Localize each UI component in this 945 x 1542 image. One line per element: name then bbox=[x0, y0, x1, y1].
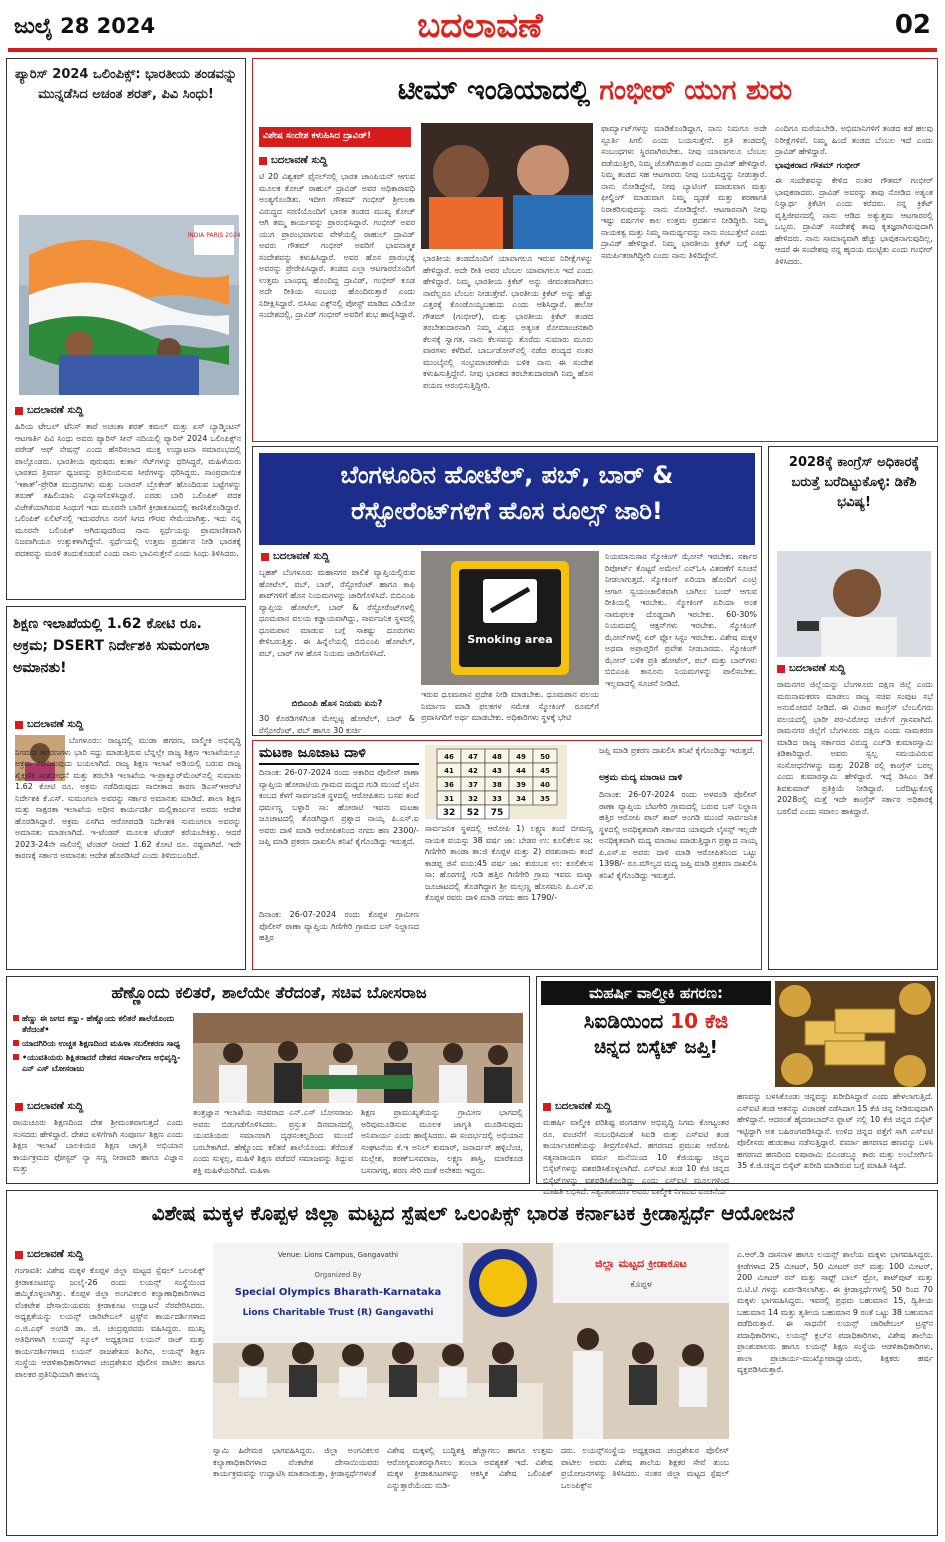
gambhir-photo bbox=[421, 123, 593, 249]
school-bullet: ಹೆಣ್ಣು ಈ ಜಗದ ಕಣ್ಣು- ಹೆಣ್ಣೊಂದು ಕಲಿತರೆ ಶಾಲೆಯೊಂದು ತೆರೆದಂತೆ• bbox=[13, 1013, 183, 1035]
matka-article bbox=[252, 740, 762, 970]
hotels-subhead: ಬಿಬಿಎಂಪಿ ಹೊಸ ನಿಯಮ ಏನು? bbox=[291, 699, 383, 709]
matka-grid-number: 48 bbox=[492, 753, 502, 761]
dkshi-photo bbox=[777, 551, 931, 657]
matka-grid-number: 37 bbox=[468, 781, 478, 789]
gambhir-col4: ಎಂದಿಗೂ ಮರೆಯಬೇಡಿ. ಅಭಿಮಾನಿಗಳಿಗೆ ತಂಡದ ಕಡೆ ಹಲವು ನಿರೀಕ್ಷೆಗಳಿವೆ. ನಿಮ್ಮ ಹಿಂದೆ ತಂಡದ ಬೆಂಬಲ ಇದೆ ಎಂದು ದ್ರಾವಿಡ್ ಹೇಳಿದ್ದಾರೆ. bbox=[775, 124, 933, 156]
school-byline: ಬದಲಾವಣೆ ಸುದ್ದಿ bbox=[15, 1101, 83, 1112]
matka-grid-number: 42 bbox=[468, 767, 478, 775]
matka-grid-number: 47 bbox=[468, 753, 478, 761]
matka-headline: ಮಟಕಾ ಜೂಜಾಟ ದಾಳಿ bbox=[259, 745, 419, 765]
matka-grid-number: 46 bbox=[444, 753, 454, 761]
matka-grid-photo bbox=[425, 745, 567, 819]
school-headline: ಹೆಣ್ಣೊಂದು ಕಲಿತರೆ, ಶಾಲೆಯೇ ತೆರೆದಂತೆ, ಸಚಿವ ಬೋಸರಾಜ bbox=[111, 983, 427, 1002]
valmiki-article bbox=[536, 976, 938, 1196]
matka-col1: ದಿನಾಂಕ: 26-07-2024 ರಂದು ಅಕಾರಿದ ಪೊಲೀಸ್ ಠಾಣಾ ವ್ಯಾಪ್ತಿಯ ಹೋರಾಟಿಯ ಗ್ರಾಮದ ಮಧ್ಯದ ಗುಡಿ ಮುಂದೆ ಲೈಟಿನ ಕಂಬದ ಕೆಳಗೆ ಸಾರ್ವಜನಿಕ ಸ್ಥಳದಲ್ಲಿ ಆರೋಪಿತನು ಬಸವ ತಂದೆ ಧರ್ಮಣ್ಣ ಬಳ್ಳಾರಿ ಸಾ: ಹೋರಾಟಿ ಇವನು ಮಟಕಾ ಜೂಜಾಟದಲ್ಲಿ ತೊಡಗಿದ್ದಾಗ ಪ್ರಶ್ನಾದ ನಾಯ್ಕ ಪಿ.ಎಸ್.ಐ ಅವರು ದಾಳಿ ಮಾಡಿ ಆರೋಪಿತನಿಂದ ನಗದು ಹಣ 2300/- ಜಪ್ತಿ ಮಾಡಿ ಪ್ರಕರಣ ದಾಖಲಿಸಿ ತನಿಖೆ ಕೈಗೊಂಡಿದ್ದು ಇರುತ್ತದೆ. bbox=[259, 768, 419, 846]
page-header bbox=[0, 0, 945, 52]
matka-grid-number: 52 bbox=[466, 808, 480, 818]
school-bullet: ಯಾದಗಿರಿಯ ಉಚ್ಚತ ಶಿಕ್ಷಣದಿಂದ ಮಹಿಳಾ ಸಬಲೀಕರಣ ಸಾಧ್ಯ bbox=[13, 1038, 183, 1049]
matka-col3b: ದಿನಾಂಕ: 26-07-2024 ರಂದು ಅಳವಂಡಿ ಪೊಲೀಸ್ ಠಾಣಾ ವ್ಯಾಪ್ತಿಯ ಬೆಟಗೇರಿ ಗ್ರಾಮದಲ್ಲಿ ಬರುವ ಬಸ್ ನಿಲ್ದಾಣ ಹತ್ತಿರ ಆರೋಪಿ ಪಾನ್ ಶಾಪ್ ಅಂಗಡಿ ಮುಂದೆ ಸಾರ್ವಜನಿಕ ಸ್ಥಳದಲ್ಲಿ ಅನಧಿಕೃತವಾಗಿ ಸರ್ಕಾರದ ಯಾವುದೇ ಲೈಸನ್ಸ್ ಇಲ್ಲದೇ ಅನಧಿಕೃತವಾಗಿ ಮದ್ಯ ಮಾರಾಟ ಮಾಡುತ್ತಿದ್ದಾಗ ಪ್ರಶ್ನಾದ ನಾಯ್ಕ ಪಿ.ಎಸ್.ಐ ಅವರು ದಾಳಿ ಮಾಡಿ ಆರೋಪಿತನಿಂದ ಒಟ್ಟು 1398/- ರೂ.ಮೌಲ್ಯದ ಮದ್ಯ ಜಪ್ತಿ ಮಾಡಿ ಪ್ರಕರಣ ದಾಖಲಿಸಿ ತನಿಖೆ ಕೈಗೊಂಡಿದ್ದು ಇರುತ್ತದೆ. bbox=[599, 790, 757, 880]
special-olympics-article bbox=[6, 1190, 938, 1536]
header-rule bbox=[8, 48, 937, 52]
matka-grid-number: 49 bbox=[516, 753, 526, 761]
banner-special-olympics: Special Olympics Bharath-Karnataka bbox=[234, 1287, 442, 1298]
special-olympics-headline: ವಿಶೇಷ ಮಕ್ಕಳ ಕೊಪ್ಪಳ ಜಿಲ್ಲಾ ಮಟ್ಟದ ಸ್ಪೆಷಲ್ ಒಲಂಪಿಕ್ಸ್ ಭಾರತ ಕರ್ನಾಟಕ ಕ್ರೀಡಾಸ್ಪರ್ಧೆ ಆಯೋಜನೆ bbox=[151, 1201, 795, 1225]
special-olympics-photo-caption: ಸ್ವಾಮಿ ಹಿರೇಮಠ ಭಾಗವಹಿಸಿದ್ದರು. ಜಿಲ್ಲಾ ಅಂಗವಿಕಲರ ಕಲ್ಯಾಣಾಧಿಕಾರಿಗಳಾದ ವೆಂಕಟೇಶ ದೇಸಾಯಿಯವರು ಕಾರ್ಯಕ್ರಮವನ್ನು ಉದ್ಘಾಟಿಸಿ ಮಾತನಾಡುತ್ತಾ, ಕ್ರೀಡಾಸ್ಪರ್ಧೆಗಳಂತೆ bbox=[213, 1446, 379, 1478]
matka-subhead: ಅಕ್ರಮ ಮದ್ಯ ಮಾರಾಟ ದಾಳಿ bbox=[599, 773, 683, 783]
paris-byline: ಬದಲಾವಣೆ ಸುದ್ದಿ bbox=[15, 405, 83, 416]
matka-grid-number: 44 bbox=[516, 767, 526, 775]
valmiki-col1: ಮಹರ್ಷಿ ವಾಲ್ಮೀಕಿ ಪರಿಶಿಷ್ಟ ಪಂಗಡಗಳ ಅಭಿವೃದ್ಧಿ ನಿಗಮ ಕೋಟ್ಯಂತರ ರೂ. ವಂಚನೆಗೆ ಸಂಬಂಧಿಸಿದಂತೆ ಸಿಐಡಿ ಮತ್ತು ಎಸ್‌ಐಟಿ ತಂಡ ಕಾರ್ಯಾಚರಣೆಯನ್ನು ತೀವ್ರಗೊಳಿಸಿದೆ. ಹಗರಣದ ಪ್ರಮುಖ ಆರೋಪಿ ಸತ್ಯನಾರಾಯಣ ವರ್ಮ ಮನೆಯಿಂದ 10 ಕೆಜಿಯಷ್ಟು ಚಿನ್ನದ ಬಿಸ್ಕೆಟ್‌ಗಳನ್ನು ವಶಪಡಿಸಿಕೊಳ್ಳಲಾಗಿದೆ. ಎಸ್‌ಐಟಿ ತಂಡ 10 ಕೆಜಿ ಚಿನ್ನದ ಬಿಸ್ಕೆಟ್‌ಗಳನ್ನು ವಶಪಡಿಸಿಕೊಂಡಿದ್ದು ಎಂದು ಎಸ್‌ಐಟಿ ಮೂಲಗಳಿಂದ ಮಾಹಿತಿ ಲಭಿಸಿದೆ. ಸತ್ಯನಾರಾಯಣ ಅವರು ವಾಲ್ಮೀಕಿ ನಿಗಮದ ವಂಚನೆಯ bbox=[543, 1118, 729, 1196]
paris-photo bbox=[19, 215, 239, 395]
dsert-byline: ಬದಲಾವಣೆ ಸುದ್ದಿ bbox=[15, 719, 83, 730]
school-photo bbox=[193, 1013, 523, 1103]
gambhir-col2: ಭಾರತೀಯ ತಂಡದೊಂದಿಗೆ ಯಾವಾಗಲೂ ಇರುವ ನಿರೀಕ್ಷೆಗಳನ್ನು ಹೇಳಿದ್ದಾರೆ. ಅದೇ ರೀತಿ ಅವರ ಬೆಂಬಲ ಯಾವಾಗಲೂ ಇದೆ ಎಂದು ಹೇಳಿದ್ದಾರೆ. ನಿಮ್ಮ ಭಾರತೀಯ ಕ್ರಿಕೆಟ್ ಅನ್ನು ಜೀವಂತವಾಗಿಡಲು ನಾವೆಲ್ಲರೂ ಬೆಂಬಲ ನೀಡುತ್ತೇವೆ. ಭಾರತೀಯ ಕ್ರಿಕೆಟ್ ಅನ್ನು ಹೆಚ್ಚು ಎತ್ತರಕ್ಕೆ ಕೊಂಡೊಯ್ಯಬಹುದು ಎಂದು ಆಶಿಸಿದ್ದಾರೆ. ಹಲೋ ಗೌತಮ್ (ಗಂಭೀರ್), ಮತ್ತು ಭಾರತೀಯ ಕ್ರಿಕೆಟ್ ತಂಡದ ತರಬೇತುದಾರನಾಗಿ ನಿಮ್ಮ ವಿಶ್ವದ ಅತ್ಯಂತ ರೋಮಾಂಚನಕಾರಿ ಕೆಲಸಕ್ಕೆ ಸ್ವಾಗತ. ನಾನು ಕೆಲಸವನ್ನು ತೊರೆದು ಸುಮಾರು ಮೂರು ವಾರಗಳು ಕಳೆದಿವೆ. ಬಾರ್ಬಡೋಸ್‌ನಲ್ಲಿ ನಡೆದ ಪಂದ್ಯದ ನಂತರ ಮುಂಬೈನಲ್ಲಿ ಸಂಭ್ರಮಾಚರಣೆಯ ಬಳಿಕ ನಾನು ಈ ಸಂದೇಶ ಕಳುಹಿಸುತ್ತಿದ್ದೇನೆ. ನೀವು ಭಾರತದ ತರಬೇತುದಾರರಾಗಿ ನಿಮ್ಮ ಹೊಸ ಪಯಣ ಆರಂಭಿಸುತ್ತಿದ್ದೀರಿ. bbox=[423, 254, 593, 390]
school-col3: ಶಿಕ್ಷಣ ಪ್ರಾಮುಖ್ಯತೆಯನ್ನು ಗ್ರಾಮೀಣ ಭಾಗದಲ್ಲಿ ಅರಿವುಮೂಡಿಸುವ ಮೂಲಕ ಜಾಗೃತಿ ಮೂಡಿಸುವುದು ಅನಿವಾರ್ಯ ಎಂದು ಹಾರೈಸಿದರು. ಈ ಸಂದರ್ಭದಲ್ಲಿ ಅಭಿಯಾನ ಸಂಘಟನೆಯ ಕೆ.ಇ ಅನಿಲ್ ಕುಮಾರ್, ಜನಾರ್ದನ್ ಹಳ್ಳಿಬೆಂಚಿ, ಮಲ್ಲೇಶ, ಕರಣ್‌ಬಸವರಾಜ, ಲಕ್ಷ್ಮಣ ಶಾಸ್ತ್ರಿ, ಮಾರೆಕೂಡ ಬಸನಾಗಪ್ಪ, ಶರಣ ಸೇರಿ ದಂತೆ ಅನೇಕರು ಇದ್ದರು. bbox=[361, 1108, 523, 1175]
dkshi-headline: 2028ಕ್ಕೆ ಕಾಂಗ್ರೆಸ್ ಅಧಿಕಾರಕ್ಕೆ ಬರುತ್ತೆ ಬರೆದಿಟ್ಟುಕೊಳ್ಳಿ: ಡಿಕೆಶಿ ಭವಿಷ್ಯ! bbox=[788, 455, 920, 510]
smoking-sign-text: Smoking area bbox=[467, 633, 553, 646]
special-olympics-byline: ಬದಲಾವಣೆ ಸುದ್ದಿ bbox=[15, 1249, 83, 1260]
gambhir-headline: ಟೀಮ್ ಇಂಡಿಯಾದಲ್ಲಿ ಗಂಭೀರ್ ಯುಗ ಶುರು bbox=[397, 75, 793, 106]
gambhir-article bbox=[252, 58, 938, 442]
special-olympics-col1: ಗಂಗಾವತಿ: ವಿಶೇಷ ಮಕ್ಕಳ ಕೊಪ್ಪಳ ಜಿಲ್ಲಾ ಮಟ್ಟದ ಸ್ಪೆಷಲ್ ಒಲಂಪಿಕ್ಸ್ ಕ್ರೀಡಾಕೂಟವನ್ನು ಜುಲೈ-26 ರಂದು ಲಯನ್ಸ್ ಸಂಸ್ಥೆಯಿಂದ ಹಮ್ಮಿಕೊಳ್ಳಲಾಗಿತ್ತು. ಕೊಪ್ಪಳ ಜಿಲ್ಲಾ ಅಂಗವಿಕಲರ ಕಲ್ಯಾಣಾಧಿಕಾರಿಗಳಾದ ವೆಂಕಟೇಶ ದೇಸಾಯಿಯವರು ಕ್ರೀಡಾಕೂಟ ಉದ್ಘಾಟನೆ ನೆರವೇರಿಸಿದರು. ಅಧ್ಯಕ್ಷತೆಯನ್ನು ಲಯನ್ಸ್ ಚಾರಿಟೇಬಲ್ ಟ್ರಸ್ಟ್‌ನ ಕಾರ್ಯದರ್ಶಿಗಳಾದ ಎ.ಜಿ.ಎಫ್ ಅಂಗಡಿ ಡಾ. ಜಿ. ಚಂದ್ರಪ್ಪರವರು ವಹಿಸಿದ್ದರು. ಮುಖ್ಯ ಅತಿಥಿಗಳಾಗಿ ಲಯನ್ಸ್ ಸ್ಕೂಲ್ ಅಧ್ಯಕ್ಷರಾದ ಲಯನ್ ರಾಜ್ ಮತ್ತು ಕಾರ್ಯದರ್ಶಿಗಳಾದ ಲಯನ್ ರಾಜಶೇಖರ ಶಿಂಗಿನ, ಲಯನ್ಸ್ ಶಿಕ್ಷಣ ಸಂಸ್ಥೆಯ ಆಡಳಿತಾಧಿಕಾರಿಗಳಾದ ಚಂದ್ರಶೇಖರ ಪೊಲೀಸ ಪಾಟೀಲ ಹಾಗೂ ಪಾಲಕರ ಪ್ರತಿನಿಧಿಯಾಗಿ ಹಾಲಯ್ಯ bbox=[15, 1266, 205, 1379]
matka-grid-number: 32 bbox=[442, 808, 456, 818]
matka-grid-number: 45 bbox=[540, 767, 550, 775]
hotels-article bbox=[252, 446, 762, 736]
matka-grid-number: 38 bbox=[492, 781, 502, 789]
masthead-title: ಬದಲಾವಣೆ bbox=[417, 6, 543, 46]
school-col1: ರಾಯಚೂರು ಶಿಕ್ಷಣದಿಂದ ದೇಶ ಶ್ರೀಮಂತವಾಗುತ್ತದೆ ಎಂದು ಸಂಸದರು ಹೇಳಿದ್ದಾರೆ. ದೇಶದ ಏಳಿಗೆಗಾಗಿ ಸಂಪೂರ್ಣ ಶಿಕ್ಷಣ ಎಂದು ಶಿಕ್ಷಣ ಇಲಾಖೆ ಬಾಲಕಿಯರ ಶಿಕ್ಷಣ ಜಾಗೃತಿ ಅಭಿಯಾನ ಕಾರ್ಯಕ್ರಮದ ಫೋಸ್ಟರ್ ನ್ಯಾ ಸಣ್ಣ ನೀರಾವರಿ ಹಾಗೂ ವಿಜ್ಞಾನ ಮತ್ತು bbox=[13, 1118, 183, 1173]
banner2-sub: ಕೊಪ್ಪಳ bbox=[630, 1280, 652, 1290]
issue-date: ಜುಲೈ 28 2024 bbox=[14, 14, 156, 38]
dkshi-article bbox=[768, 446, 938, 970]
paris-body: ಹಿರಿಯ ಟೇಬಲ್ ಟೆನಿಸ್ ತಾರೆ ಅಚಂತಾ ಶರತ್ ಕಮಲ್ ಮತ್ತು ಏಸ್ ಬ್ಯಾಡ್ಮಿಂಟನ್ ಆಟಗಾರ್ತಿ ಪಿವಿ ಸಿಂಧು ಅವರು ಪ್ಯಾರಿಸ್ ಸೀನ್ ನದಿಯಲ್ಲಿ ಪ್ಯಾರಿಸ್ 2024 ಒಲಿಂಪಿಕ್ಸ್‌ನ ಪರೇಡ್ ಆಫ್ ನೇಷನ್ಸ್ ಎಂದು ಹೆಸರಿಸಲಾದ ಮುಕ್ತ ಉದ್ಘಾಟನಾ ಸಮಾರಂಭದಲ್ಲಿ ಪಾಲ್ಗೊಂಡರು. ಭಾರತೀಯ ಪುರುಷರು ಕುರ್ತಾ ಸೆಟ್‌ಗಳನ್ನು ಧರಿಸಿದ್ದರೆ, ಮಹಿಳೆಯರು ಭಾರತದ ತ್ರಿವರ್ಣ ಧ್ವಜವನ್ನು ಪ್ರತಿಬಿಂಬಿಸುವ ಸೀರೆಗಳನ್ನು ಧರಿಸಿದ್ದರು. ಸಾಂಪ್ರದಾಯಿಕ 'ಇಕಾತ್'-ಪ್ರೇರಿತ ಮುದ್ರಣಗಳು ಮತ್ತು ಬನಾರಸ್ ಬ್ರೊಕೇಡ್ ಹೊಂದಿರುವ ಬಟ್ಟೆಗಳನ್ನು ತರುಣ್ ತಹಿಲಿಯಾನಿ ವಿನ್ಯಾಸಗೊಳಿಸಿದ್ದಾರೆ. ಎರಡು ಬಾರಿ ಒಲಿಂಪಿಕ್ ಪದಕ ವಿಜೇತೆಯಾಗಿರುವ ಸಿಂಧುಗೆ ಇದು ಮೂರನೇ ಬಾರಿಗೆ ಕ್ರೀಡಾಕೂಟದಲ್ಲಿ ಕಾಣಿಸಿಕೊಂಡಿದ್ದಾರೆ. ಒಲಿಂಪಿಕ್ ಏಲಿಟ್‌ನಲ್ಲಿ ಇದುವರೆಗೂ ನನಗೆ ಸಿಗದ ಗೌರವ ಸೇಮೆಯಾಗಿತ್ತು. ಇದು ನನ್ನ ಮೂರನೇ ಒಲಿಂಪಿಕ್ ಆಗಿರುವುದರಿಂದ ನಾನು ಸ್ಪರ್ಧೆಯನ್ನು ಪ್ರಾಮಾಣಿಕವಾಗಿ ನಿಜವಾಗಿಯೂ ಉತ್ಸುಕಳಾಗಿದ್ದೇನೆ. ಸ್ಪರ್ಧೆಯಲ್ಲಿ ಉತ್ತಮ ಪ್ರದರ್ಶನ ನೀಡಿ ಭಾರತಕ್ಕೆ ಪದಕವನ್ನು ಮರಳಿ ತಂದುಕೊಡುವೆ ಎಂದು ನಾನು ಭಾವಿಸುತ್ತೇನೆ ಎಂದು ಸಿಂಧು ತಿಳಿಸಿದರು. bbox=[15, 422, 241, 558]
school-bullet: •ಯುವತಿಯರು ಶಿಕ್ಷಿತರಾದರೆ ದೇಶದ ಸರ್ವಾಂಗೀಣ ಅಭಿವೃದ್ಧಿ- ಎನ್ ಎಸ್ ಬೋಸರಾಜು bbox=[13, 1052, 183, 1074]
gambhir-col1: ಟಿ 20 ವಿಶ್ವಕಪ್ ಫೈನಲ್‌ನಲ್ಲಿ ಭಾರತ ಚಾಂಪಿಯನ್ ಆಗುವ ಮೂಲಕ ಕೋಚ್ ರಾಹುಲ್ ದ್ರಾವಿಡ್ ಅವರ ಅಧಿಕಾರಾವಧಿ ಅಂತ್ಯಗೊಂಡಿತು. ಇದೀಗ ಗೌತಮ್ ಗಂಭೀರ್ ಶ್ರೀಲಂಕಾ ವಿರುದ್ಧದ ಸರಣಿಯೊಂದಿಗೆ ಭಾರತ ತಂಡದ ಮುಖ್ಯ ಕೋಚ್ ಆಗಿ ತಮ್ಮ ಕಾರ್ಯವನ್ನು ಪ್ರಾರಂಭಿಸಿದ್ದಾರೆ. ಗಂಭೀರ್ ಅವರ ಯುಗ ಪ್ರಾರಂಭವಾಗುವ ವೇಳೆಯಲ್ಲಿ ರಾಹುಲ್ ದ್ರಾವಿಡ್ ಅವರು ಗೌತಮ್ ಗಂಭೀರ್ ಅವರಿಗೆ ಭಾವನಾತ್ಮಕ ಸಂದೇಶವನ್ನು ಕಳುಹಿಸಿದ್ದಾರೆ. ಅವರ ಹೊಸ ಪ್ರಾರಂಭಕ್ಕೆ ಅವರನ್ನು ಪ್ರೇರೇಪಿಸಿದ್ದಾರೆ. ತಂಡದ ಎಲ್ಲಾ ಆಟಗಾರರೊಂದಿಗೆ ಉತ್ತಮ ಬಾಂಧವ್ಯ ಹೊಂದಿದ್ದ ದ್ರಾವಿಡ್, ಗಂಭೀರ್ ಕೂಡ ಅದೇ ರೀತಿಯ ಸಂಬಂಧ ಹೊಂದಿರುತ್ತಾರೆ ಎಂದು ನಿರೀಕ್ಷಿಸಿದ್ದಾರೆ. ಬಿಸಿಸಿಐ ಎಕ್ಸ್‌ನಲ್ಲಿ ಪೋಸ್ಟ್ ಮಾಡಿದ ವಿಡಿಯೋ ಸಂದೇಶದಲ್ಲಿ, ದ್ರಾವಿಡ್ ಗಂಭೀರ್ ಅವರಿಗೆ ಶುಭ ಹಾರೈಸಿದ್ದಾರೆ. bbox=[259, 172, 416, 319]
hotels-col1: ಬೃಹತ್ ಬೆಂಗಳೂರು ಮಹಾನಗರ ಪಾಲಿಕೆ ವ್ಯಾಪ್ತಿಯಲ್ಲಿರುವ ಹೋಟೆಲ್, ಪಬ್, ಬಾರ್, ರೆಸ್ಟೋರೆಂಟ್ ಹಾಗೂ ಕಾಫಿ ಶಾಪ್‌ಗಳಿಗೆ ಹೊಸ ನಿಯಮಗಳನ್ನು ಜಾರಿಗೊಳಿಸಿದೆ. ಬಿಬಿಎಂಪಿ ವ್ಯಾಪ್ತಿಯ ಹೋಟೆಲ್, ಬಾರ್ & ರೆಸ್ಟೋರೆಂಟ್‌ಗಳಲ್ಲಿ ಧೂಮಪಾನ ವಲಯ ಕಡ್ಡಾಯವಾಗಿದ್ದು, ಸಾರ್ವಜನಿಕ ಸ್ಥಳದಲ್ಲಿ ಧೂಮಪಾನ ಮಾಡುವ ಬಗ್ಗೆ ಸಾಕಷ್ಟು ದೂರುಗಳು ಕೇಳಿಬರುತ್ತಿತ್ತು. ಈ ಹಿನ್ನೆಲೆಯಲ್ಲಿ ಬಿಬಿಎಂಪಿ ಹೋಟೆಲ್, ಪಬ್, ಬಾರ್ ಗಳ ಹೊಸ ನಿಯಮ ಜಾರಿಗೊಳಿಸಿದೆ. bbox=[259, 568, 415, 658]
paris-headline: ಪ್ಯಾರಿಸ್ 2024 ಒಲಿಂಪಿಕ್ಸ್: ಭಾರತೀಯ ತಂಡವನ್ನು ಮುನ್ನಡೆಸಿದ ಅಚಂತ ಶರತ್, ಪಿವಿ ಸಿಂಧು! bbox=[15, 67, 237, 102]
matka-col1b: ದಿನಾಂಕ: 26-07-2024 ರಂದು ಕೊಪ್ಪಳ ಗ್ರಾಮೀಣ ಪೊಲೀಸ್ ಠಾಣಾ ವ್ಯಾಪ್ತಿಯ ಗಿಣಿಗೇರಿ ಗ್ರಾಮದ ಬಸ್ ನಿಲ್ದಾಣದ ಹತ್ತಿರ bbox=[259, 910, 419, 942]
hotels-byline: ಬದಲಾವಣೆ ಸುದ್ದಿ bbox=[261, 551, 329, 562]
matka-grid-number: 75 bbox=[490, 808, 504, 818]
matka-grid-number: 31 bbox=[444, 795, 454, 803]
valmiki-headline-line3: ಚಿನ್ನದ ಬಿಸ್ಕೆಟ್ ಜಪ್ತಿ! bbox=[594, 1037, 718, 1058]
paris-olympics-article bbox=[6, 58, 246, 600]
gold-biscuit-photo bbox=[775, 981, 935, 1087]
dsert-headline: ಶಿಕ್ಷಣ ಇಲಾಖೆಯಲ್ಲಿ 1.62 ಕೋಟಿ ರೂ. ಅಕ್ರಮ; DSERT ನಿರ್ದೇಶಕಿ ಸುಮಂಗಲಾ ಅಮಾನತು! bbox=[13, 616, 210, 676]
matka-grid-number: 34 bbox=[516, 795, 526, 803]
hotels-headline-banner bbox=[259, 453, 755, 545]
valmiki-headline bbox=[541, 981, 771, 1058]
banner2-text: ಜಿಲ್ಲಾ ಮಟ್ಟದ ಕ್ರೀಡಾಕೂಟ bbox=[595, 1257, 687, 1270]
banner-organized: Organized By bbox=[314, 1271, 362, 1279]
special-olympics-col4: ಎ.ಆರ್.ಡಿ ದಾಸನಾಳ ಹಾಗೂ ಲಯನ್ಸ್ ಶಾಲೆಯ ಮಕ್ಕಳು ಭಾಗವಹಿಸಿದ್ದರು. ಕ್ರೀಡೆಗಳಾದ 25 ಮೀಟರ್, 50 ಮೀಟರ್ ರನ್ ಮತ್ತು 100 ಮೀಟರ್, 200 ಮೀಟರ್ ರನ್ ಮತ್ತು ಸಾಫ್ಟ್ ಬಾಲ್ ಥ್ರೋ, ಶಾಟ್‌ಪುಟ್ ಮತ್ತು ಬಿ.ಟಿ.ಟಿ ಗಳನ್ನು ಏರ್ಪಡಿಸಲಾಗಿತ್ತು. ಈ ಕ್ರೀಡಾಸ್ಪರ್ಧೆಗಳಲ್ಲಿ 50 ರಿಂದ 70 ಮಕ್ಕಳು ಭಾಗವಹಿಸಿದ್ದರು. ಇವರಲ್ಲಿ ಪ್ರಥಮ ಬಹುಮಾನ 15, ದ್ವಿತೀಯ ಬಹುಮಾನ 14 ಮತ್ತು ತೃತೀಯ ಬಹುಮಾನ 9 ರಂತೆ ಒಟ್ಟು 38 ಬಹುಮಾನ ಪಡೆದಿರುತ್ತಾರೆ. ಈ ಸಾಧನೆಗೆ ಲಯನ್ಸ್ ಚಾರಿಟೇಬಲ್ ಟ್ರಸ್ಟ್‌ನ ಪದಾಧಿಕಾರಿಗಳು, ಲಯನ್ಸ್ ಕ್ಲಬ್‌ನ ಪದಾಧಿಕಾರಿಗಳು, ವಿಶೇಷ ಶಾಲೆಯ ಪ್ರಾಂಶುಪಾಲರು ಹಾಗೂ ಲಯನ್ಸ್ ಶಿಕ್ಷಣ ಸಂಸ್ಥೆಯ ಆಡಳಿತಾಧಿಕಾರಿಗಳು, ಶಾಲಾ ಪ್ರಾಚಾರ್ಯ-ಮುಖ್ಯೋಪಾಧ್ಯಾಯರು, ಶಿಕ್ಷಕರು ಹರ್ಷ ವ್ಯಕ್ತಪಡಿಸಿರುತ್ತಾರೆ. bbox=[737, 1250, 933, 1374]
matka-col3: ಜಪ್ತಿ ಮಾಡಿ ಪ್ರಕರಣ ದಾಖಲಿಸಿ ತನಿಖೆ ಕೈಗೊಂಡಿದ್ದು ಇರುತ್ತದೆ. bbox=[599, 746, 755, 755]
matka-grid-number: 35 bbox=[540, 795, 550, 803]
special-olympics-col3b: ದರು. ಲಯನ್ಸ್‌ಸಂಸ್ಥೆಯ ಅಧ್ಯಕ್ಷರಾದ ಚಂದ್ರಶೇಖರ ಪೊಲೀಸ್ ಪಾಟೀಲ ಅವರು ವಿಶೇಷ ಶಾಲೆಯ ಶಿಕ್ಷಕರ ಸೇವೆ ತುಂಬ ಪ್ರಯೋಜನಗಳನ್ನು ತಿಳಿಸಿದರು. ನಂತರ ಜಿಲ್ಲಾ ಮಟ್ಟದ ಸ್ಪೆಷಲ್ ಒಲಂಪಿಕ್ಸ್‌ನ bbox=[561, 1446, 729, 1490]
gambhir-kicker: ವಿಶೇಷ ಸಂದೇಶ ಕಳುಹಿಸಿದ ದ್ರಾವಿಡ್! bbox=[259, 127, 411, 147]
special-olympics-col2b: ವಿಶೇಷ ಮಕ್ಕಳಲ್ಲಿ ಬುದ್ಧಿಶಕ್ತಿ ಹೆಚ್ಚಾಗಲು ಹಾಗೂ ಉತ್ತಮ ಆರೋಗ್ಯವಂತರನ್ನಾಗಿಸಲು ತುಂಬಾ ಅವಶ್ಯಕತೆ ಇದೆ. ವಿಶೇಷ ಮಕ್ಕಳ ಕ್ರೀಡಾಕೂಟಗಳನ್ನು ಆಕಸ್ಮಿಕ ವಿಶೇಷ ಒಲಿಂಪಿಕ್ ಎನ್ನುತ್ತಾರೆಯೆಂದು ನುಡಿ- bbox=[387, 1446, 553, 1490]
hotels-col1b: 30 ಕೊಠಡಿಗಳಿಗಿಂತ ಮೇಲ್ಪಟ್ಟ ಹೋಟೆಲ್, ಬಾರ್ & ರೆಸ್ಟೋರೆಂಟ್, ಪಬ್ ಹಾಗೂ 30 ಕುರ್ಚಿ bbox=[259, 714, 415, 735]
dsert-body: ಬೆಂಗಳೂರು: ರಾಜ್ಯದಲ್ಲಿ ಮುಡಾ ಹಗರಣ, ವಾಲ್ಮೀಕಿ ಅಭಿವೃದ್ಧಿ ನಿಗಮದ ಹಗರಣಗಳು ಭಾರಿ ಸದ್ದು ಮಾಡುತ್ತಿರುವ ಬೆನ್ನಲ್ಲೇ ರಾಜ್ಯ ಶಿಕ್ಷಣ ಇಲಾಖೆಯಲ್ಲೂ ಅಕ್ರಮ ನಡೆದಿರುವುದು ಬಯಲಾಗಿದೆ. ರಾಜ್ಯ ಶಿಕ್ಷಣ ಇಲಾಖೆ ಅಡಿಯಲ್ಲಿ ಬರುವ ರಾಜ್ಯ ಶೈಕ್ಷಣಿಕ ಸಂಶೋಧನೆ ಮತ್ತು ತರಬೇತಿ ಇಲಾಖೆಯ ಇ-ಪ್ರಾಕ್ಯೂರ್‌ಮೆಂಟ್‌ನಲ್ಲಿ ಸುಮಾರು 1.62 ಕೋಟಿ ರೂ. ಅಕ್ರಮ ನಡೆದಿರುವುದು ಸಾಬೀತಾದ ಕಾರಣ ಡಿಎಸ್‌ಇಆರ್‌ಟಿ ನಿರ್ದೇಶಕಿ ಕೆ.ಎಸ್. ಸುಮಂಗಲಾ ಅವರನ್ನು ಸರ್ಕಾರ ಅಮಾನತು ಮಾಡಿದೆ. ಶಾಲಾ ಶಿಕ್ಷಣ ಮತ್ತು ಸಾಕ್ಷರತಾ ಇಲಾಖೆಯ ಅಧೀನ ಕಾರ್ಯದರ್ಶಿ ಮಲ್ಲಿಕಾರ್ಜುನ ಅವರು ಆದೇಶ ಹೊರಡಿಸಿದ್ದಾರೆ. ಅಕ್ರಮ ಎಸಗಿದ ಆರೋಪದಡಿ ನಿರ್ದೇಶಕಿ ಸುಮಂಗಲಾ ಅವರನ್ನು ಅಮಾನತು ಮಾಡಲಾಗಿದೆ. ಇ-ಟೆಂಡರ್ ಮೂಲಕ ಟೆಂಡರ್ ಕರೆಯಬೇಕಿತ್ತು. ಆದರೆ 2023-24ನೇ ಸಾಲಿನಲ್ಲಿ ಟೆಂಡರ್ ನೀಡದೆ 1.62 ಕೋಟಿ ರೂ. ನಷ್ಟವಾಗಿದೆ. ಇದೇ ಕಾರಣಕ್ಕೆ ಸರ್ಕಾರ ಅಮಾನತು ಆದೇಶ ಹೊರಡಿಸಿದೆ ಎಂದು ತಿಳಿದುಬಂದಿದೆ. bbox=[15, 736, 241, 860]
matka-col2: ಸಾರ್ವಜನಿಕ ಸ್ಥಳದಲ್ಲಿ ಆರೋಪಿ 1) ಲಕ್ಷ್ಮಣ ತಂದೆ ಬೀಮಣ್ಣ ನಾಯಕ ವಯಸ್ಸು 38 ವರ್ಷ ಜಾ: ಬೇಡರ ಉ: ಕೂಲಿಕೆಲಸ ಸಾ: ಗಿಣಿಗೇರಿ ತಾಂಡಾ ತಾ:ಜಿ ಕೊಪ್ಪಳ ಮತ್ತು 2) ಪರಶುರಾಮ ತಂದೆ ಕಾಡಪ್ಪ ಜಿಸೆ ವಯ:45 ವರ್ಷ ಜಾ: ಕುರುಬರ ಉ: ಕೂಲಿಕೆಲಸ ಸಾ: ಹೊರಗಣ್ಣಿ ಗುಡಿ ಹತ್ತಿರ ಗಿಣಿಗೇರಿ ಗ್ರಾಮ ಇವರು ಮಟ್ಕಾ ಜೂಜಾಟದಲ್ಲಿ ತೊಡಗಿದ್ದಾಗ ಶ್ರೀ ಮಲ್ಲಣ್ಣ ಹೊಸಮನಿ ಪಿ.ಎಸ್.ಐ ಕೊಪ್ಪಳ ರವರು ದಾಳಿ ಮಾಡಿ ನಗದು ಹಣ 1790/- bbox=[425, 824, 593, 902]
valmiki-byline: ಬದಲಾವಣೆ ಸುದ್ದಿ bbox=[543, 1101, 611, 1112]
matka-grid-number: 40 bbox=[540, 781, 550, 789]
banner-lions-trust: Lions Charitable Trust (R) Gangavathi bbox=[242, 1308, 434, 1318]
dsert-article bbox=[6, 606, 246, 970]
school-col2: ತಂತ್ರಜ್ಞಾನ ಇಲಾಖೆಯ ಸಚಿವರಾದ ಎನ್.ಎಸ್ ಬೋಸರಾಜು ಅವರು ಬಿಡುಗಡೆಗೊಳಿಸಿದರು. ಪ್ರಸ್ತುತ ದಿನಮಾನದಲ್ಲಿ ಯುವತಿಯರು ಸಮಾನರಾಗಿ ದೃಢಸಂಕಲ್ಪದಿಂದ ಮುಂದೆ ಬರಬೇಕಾಗಿದೆ. ಹೆಣ್ಣೊಂದು ಕಲಿತರೆ ಶಾಲೆಯೊಂದು ತೆರೆದಂತೆ ಎಂದು ಸುಳ್ಳಲ್ಲ, ಮಹಿಳೆ ಶಿಕ್ಷಣ ಪಡೆದರೆ ಸಮಾಜವನ್ನು ತಿದ್ದುವ ಶಕ್ತಿ ಮಹಿಳೆಯರಿಗಿದೆ. ಮಹಿಳಾ bbox=[193, 1108, 353, 1175]
valmiki-col2: ಹಣವನ್ನು ಬಳಸಿಕೊಂಡು ಚಿನ್ನವನ್ನು ಖರೀದಿಸಿದ್ದಾರೆ ಎಂದು ಹೇಳಲಾಗುತ್ತಿದೆ. ಎಸ್‌ಐಟಿ ತಂಡ ಆತನನ್ನು ವಿಚಾರಣೆ ನಡೆಸಿದಾಗ 15 ಕೆಜಿ ಚಿನ್ನ ನೀಡಿರುವುದಾಗಿ ಹೇಳಿದ್ದಾನೆ. ಆದರಂತೆ ಹೈದರಾಬಾದ್‌ನ ಫ್ಲಾಟ್ ನಲ್ಲಿ 10 ಕೆಜಿ ಚಿನ್ನದ ಬಿಸ್ಕೆಟ್ ಇಟ್ಟಿದ್ದಾಗಿ ಅತ ಬಹಿರಂಗಪಡಿಸಿದ್ದಾನೆ. ಉಳಿದ ಚಿನ್ನದ ಪತ್ತೆಗೆ ಸಾಗಿ ಎಸ್‌ಐಟಿ ಪೊಲೀಸರು ಹುಡುಕಾಟ ನಡೆಸುತ್ತಿದ್ದಾರೆ. ವರ್ಮಾ ಹಗರಣದ ಹಣವನ್ನು ಬಳಸಿ ಹಗರಣದ ಹಣದಿಂದ ಐಷಾರಾಮಿ ಬಿಎಂಡಬ್ಲ್ಯೂ ಕಾರು ಮತ್ತು ಲಂಬೋರ್ಗಿನಿ 35 ಕೆ.ಜಿ.ಚಿನ್ನದ ಬಿಸ್ಕೆಟ್ ಖರೀದಿ ಮಾಡಿರುವ ಬಗ್ಗೆ ಮಾಹಿತಿ ಸಿಕ್ಕಿದೆ. bbox=[737, 1092, 933, 1170]
paris-photo-label: INDIA PARIS 2024 bbox=[187, 232, 241, 239]
dkshi-body: ರಾಮನಗರ ಜಿಲ್ಲೆಯನ್ನು ಬೆಂಗಳೂರು ದಕ್ಷಿಣ ಜಿಲ್ಲೆ ಎಂದು ಮರುನಾಮಕರಣ ಮಾಡಲು ರಾಜ್ಯ ಸಚಿವ ಸಂಪುಟ ಸಭೆ ಅನುಮೋದನೆ ನೀಡಿದೆ. ಈ ವಿಚಾರ ಕಾಂಗ್ರೆಸ್ ಬೆಂಬಲಿಗರು ವಲಯದಲ್ಲಿ ಭಾರೀ ಪರ-ವಿರೋಧ ಚರ್ಚೆಗೆ ಗ್ರಾಸವಾಗಿದೆ. ರಾಮನಗರ ಜಿಲ್ಲೆಗೆ ಬೆಂಗಳೂರು ದಕ್ಷಿಣ ಎಂದು ನಾಮಕರಣ ಮಾಡಿದ ರಾಜ್ಯ ಸರ್ಕಾರದ ವಿರುದ್ಧ ಎಚ್‌ಡಿ ಕುಮಾರಸ್ವಾಮಿ ಕಿಡಿಕಾರಿದ್ದಾರೆ. ಅವರು ಸ್ವಲ್ಪ ಸಮಯವಿರುವ ಸಂಸೋಧನೆಗಳನ್ನು ಮತ್ತು 2028 ರಲ್ಲಿ ಕಾಂಗ್ರೆಸ್ ಬರಲ್ಲ ಎಂದು ಕುಮಾರಸ್ವಾಮಿ ಹೇಳಿದ್ದಾರೆ. ಇದ್ಕೆ ಡಿಸಿಎಂ ಡಿಕೆ ಶಿವಕುಮಾರ್ ಪ್ರತಿಕ್ರಿಯೆ ನೀಡಿದ್ದಾರೆ. ಬರೆದಿಟ್ಟುಕೊಳ್ಳಿ 2028ರಲ್ಲಿ ಮತ್ತೆ ಇದೇ ಕಾಂಗ್ರೆಸ್ ಸರ್ಕಾರ ಅಧಿಕಾರಕ್ಕೆ ಬರಲಿದೆ ಎಂದು ಸವಾಲು ಹಾಕಿದ್ದಾರೆ. bbox=[777, 680, 933, 816]
dkshi-byline: ಬದಲಾವಣೆ ಸುದ್ದಿ bbox=[777, 663, 845, 674]
school-bullets bbox=[13, 1013, 183, 1074]
gambhir-byline: ಬದಲಾವಣೆ ಸುದ್ದಿ bbox=[259, 155, 327, 166]
valmiki-headline-line1: ಮಹರ್ಷಿ ವಾಲ್ಮೀಕಿ ಹಗರಣ: bbox=[541, 981, 771, 1005]
matka-grid-number: 39 bbox=[516, 781, 526, 789]
school-article bbox=[6, 976, 530, 1184]
matka-grid-number: 41 bbox=[444, 767, 454, 775]
gambhir-col3: ಫಾರ್ಮ್ಯಾಟ್‌ಗಳನ್ನು ಮಾಡಿಕೊಂಡಿದ್ದಾಗ, ನಾನು ನಿಮಗೂ ಅದೇ ಸ್ಪೂರ್ತಿ ಸಿಗಲಿ ಎಂದು ಬಯಸುತ್ತೇನೆ. ಪ್ರತಿ ತಂಡದಲ್ಲಿ ಸಂಬಂಧಗಳು ಸ್ಥಿರವಾಗಿರಬೇಕು. ನೀವು ಯಾವಾಗಲೂ ಬೆಂಬಲ ಪಡೆಯುತ್ತೀರಿ, ನಿಮ್ಮ ಜೊತೆಗಿರುತ್ತಾರೆ ಎಂದು ದ್ರಾವಿಡ್ ಹೇಳಿದ್ದಾರೆ. ನಿಮ್ಮ ತಂಡದ ಸಹ ಆಟಗಾರರು ನೀವು ಬಯಸಿದ್ದನ್ನು ನೀಡುತ್ತಾರೆ. ನಾನು ನೋಡಿದ್ದೇನೆ, ನೀವು ಬ್ಯಾಟಿಂಗ್ ಮಾಡುವಾಗ ಮತ್ತು ಫೀಲ್ಡಿಂಗ್ ಮಾಡುವಾಗ ನಿಮ್ಮ ದೃಢತೆ ಮತ್ತು ಶರಣಾಗತಿ ನಿರಾಕರಿಸುವುದನ್ನು ನಾನು ನೋಡಿದ್ದೇನೆ. ಆಟಗಾರನಾಗಿ ನೀವು ಇಷ್ಟು ವರ್ಷಗಳ ಕಾಲ ಉತ್ತಮ ಪ್ರದರ್ಶನ ನೀಡಿದ್ದೀರಿ. ನಿಮ್ಮ ನಾಯಕತ್ವ ಮತ್ತು ನಿಮ್ಮ ಸಾಮರ್ಥ್ಯವನ್ನು ನಾನು ನಂಬುತ್ತೇನೆ ಎಂದು ದ್ರಾವಿಡ್ ಹೇಳಿದ್ದಾರೆ. ನಿಮ್ಮ ಭಾರತೀಯ ಕ್ರಿಕೆಟ್ ಬಗ್ಗೆ ಎಷ್ಟು ಸಮರ್ಪಿತರಾಗಿದ್ದೀರಿ ಎಂದು ನಾನು ತಿಳಿದಿದ್ದೇನೆ. bbox=[601, 124, 767, 260]
special-olympics-photo bbox=[213, 1243, 729, 1439]
gambhir-subhead: ಭಾವುಕರಾದ ಗೌತಮ್ ಗಂಭೀರ್ bbox=[775, 161, 861, 171]
banner-venue: Venue: Lions Campus, Gangavathi bbox=[277, 1251, 399, 1259]
hotels-col2: ನಿಯಮಾನುಸಾರ ಸ್ಮೋಕಿಂಗ್ ಝೋನ್ ಇರಬೇಕು. ಸರ್ಕಾರ ರಿಪೋರ್ಟ್ ಕೊಟ್ಟರೆ ಅಮೇಲೆ ಎನ್‌ಓಸಿ ವಿತರಣೆಗೆ ಸೂಚನೆ ನೀಡಲಾಗುತ್ತದೆ. ಸ್ಮೋಕಿಂಗ್ ಏರಿಯಾ ಹೊಂದಿಗೆ ಎಂಟ್ರಿ ಆಗಾಗ ಸ್ವಯಂಚಾಲಿತವಾಗಿ ಬಾಗಿಲು ಬಂದ್ ಆಗುವ ರೀತಿಯಲ್ಲಿ ಇರಬೇಕು. ಸ್ಮೋಕಿಂಗ್ ಏರಿಯಾ ಅಂತ ನಾಮಫಲಕ ದೊಡ್ಡದಾಗಿ ಇರಬೇಕು. 60-30% ನಿಯಮದಲ್ಲಿ ಆಕ್ಷನ್‌ಗಳು ಇರಬೇಕು. ಸ್ಮೋಕಿಂಗ್ ಝೋನ್‌ಗಳಲ್ಲಿ ಏರ್ ಫ್ಲೋ ಸಿಸ್ಟಂ ಇರಬೇಕು. ವಿಶೇಷ ಮಕ್ಕಳ ಅಥವಾ ಅಪ್ರಾಪ್ತರಿಗೆ ಪ್ರವೇಶ ನೀಡಬಾರದು. ಸ್ಮೋಕಿಂಗ್ ಝೋನ್ ಬಳಿಕ ಪ್ರತಿ ಹೋಟೆಲ್, ಪಬ್ ಮತ್ತು ಬಾರ್‌ಗಳು ಬಿಬಿಎಂಪಿ ಕಾನೂನು ನಿಯಮಗಳನ್ನು ಪಾಲಿಸಬೇಕು. ಇಲ್ಲವಾದಲ್ಲಿ ಸೂಚನೆ ನೀಡಿದೆ. bbox=[605, 552, 757, 688]
matka-grid-number: 50 bbox=[540, 753, 550, 761]
matka-grid-number: 33 bbox=[492, 795, 502, 803]
hotels-headline-line1: ಬೆಂಗಳೂರಿನ ಹೋಟೆಲ್, ಪಬ್, ಬಾರ್ & bbox=[340, 461, 674, 489]
matka-grid-number: 43 bbox=[492, 767, 502, 775]
page-number: 02 bbox=[894, 10, 931, 40]
matka-grid-number: 36 bbox=[444, 781, 454, 789]
hotels-headline-line2: ರೆಸ್ಟೋರೆಂಟ್‌ಗಳಿಗೆ ಹೊಸ ರೂಲ್ಸ್ ಜಾರಿ! bbox=[351, 497, 663, 525]
hotels-caption: ಇರುವ ಧೂಮಪಾನ ಪ್ರದೇಶ ನೀಡಿ ಮಾಡಬೇಕು. ಧೂಮಪಾನ ವಲಯ ನಿರ್ಮಾಣ ಮಾಡಿ ಫಲಕಗಳ ಸಮೇತ ಸ್ಮೋಕಿಂಗ್ ರೂಮ್‌ಗೆ ಪ್ರವಾಸಿಗರಿಗೆ ಅರ್ಥ ಮಾಡಬೇಕು. ಅಧಿಕಾರಿಗಳು ಸ್ಥಳಕ್ಕೆ ಭೇಟಿ bbox=[421, 690, 599, 722]
matka-grid-number: 32 bbox=[468, 795, 478, 803]
gambhir-col4b: ಈ ಸಂದೇಶವನ್ನು ಕೇಳಿದ ನಂತರ ಗೌತಮ್ ಗಂಭೀರ್ ಭಾವುಕರಾದರು. ದ್ರಾವಿಡ್ ಅವರನ್ನು ತಾವು ನೋಡಿದ ಅತ್ಯಂತ ನಿಸ್ವಾರ್ಥ ಕ್ರಿಕೆಟಿಗ ಎಂದು ಕರೆದರು. ನನ್ನ ಕ್ರಿಕೆಟ್ ವೃತ್ತಿಜೀವನದಲ್ಲಿ ನಾನು ಆಡಿದ ಅತ್ಯುತ್ತಮ ಆಟಗಾರರಲ್ಲಿ ಒಬ್ಬರು. ದ್ರಾವಿಡ್ ಸಂದೇಶಕ್ಕೆ ತಾವು ಕೃತಜ್ಞರಾಗಿರುವುದಾಗಿ ಹೇಳಿದರು. ನಾನು ಸಾಮಾನ್ಯವಾಗಿ ಹೆಚ್ಚು ಭಾವುಕನಾಗುವುದಿಲ್ಲ, ಆದರೆ ಈ ಸಂದೇಶವು ನನ್ನ ಹೃದಯ ಮುಟ್ಟಿತು ಎಂದು ಗಂಭೀರ್ ತಿಳಿಸಿದರು. bbox=[775, 176, 933, 266]
valmiki-headline-line2: ಸಿಐಡಿಯಿಂದ 10 ಕೆಜಿ bbox=[583, 1009, 729, 1033]
smoking-area-photo bbox=[421, 551, 599, 685]
